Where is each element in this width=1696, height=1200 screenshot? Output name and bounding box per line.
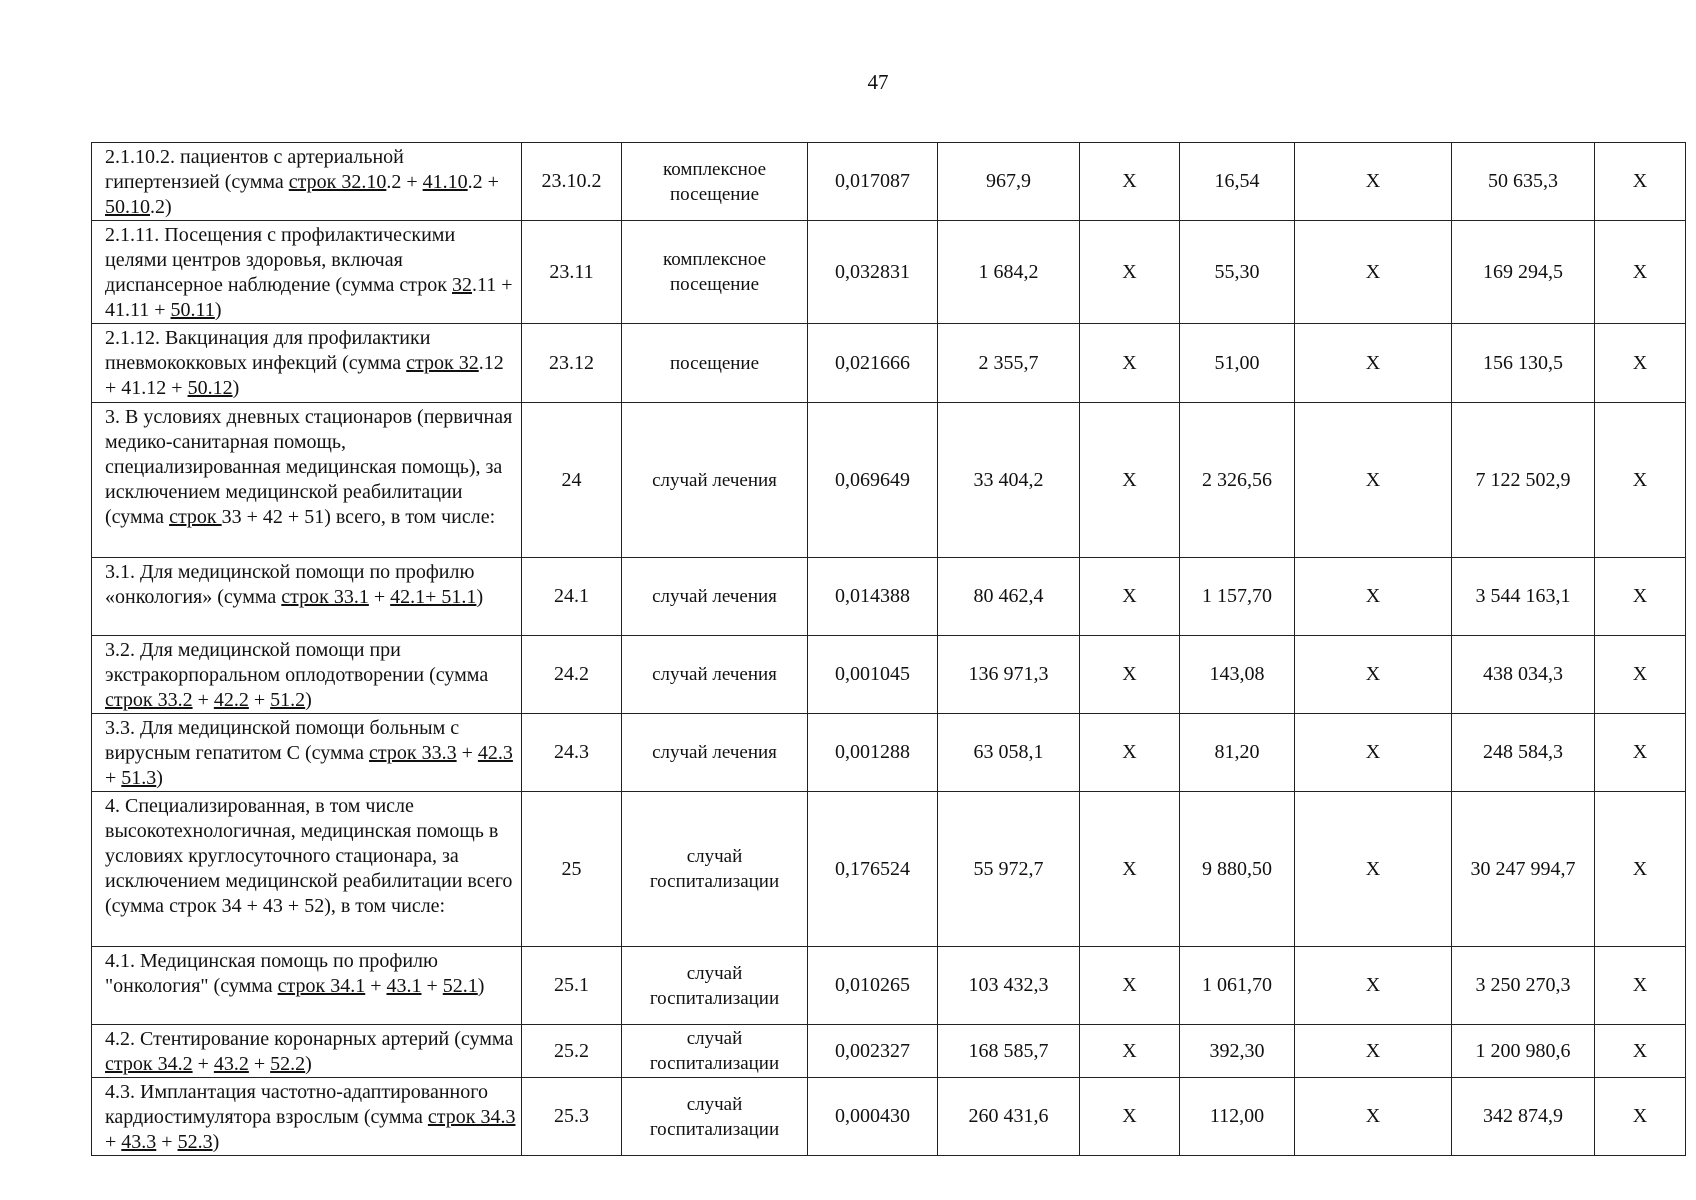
row-x-mark: Х — [1595, 403, 1686, 558]
row-total: 3 544 163,1 — [1452, 558, 1595, 636]
row-reference: 32 — [452, 274, 473, 296]
row-unit: случай госпитализации — [622, 792, 808, 947]
row-cost: 2 355,7 — [938, 324, 1080, 403]
row-reference: строк 32 — [406, 352, 479, 374]
row-cost: 168 585,7 — [938, 1025, 1080, 1078]
row-reference: 50.10 — [105, 196, 150, 218]
row-x-mark: Х — [1595, 947, 1686, 1025]
row-reference: строк 34.3 — [427, 1106, 516, 1128]
row-unit: комплексное посещение — [622, 143, 808, 221]
row-unit: случай госпитализации — [622, 947, 808, 1025]
row-unit: случай лечения — [622, 403, 808, 558]
row-x-mark: Х — [1595, 792, 1686, 947]
row-total: 50 635,3 — [1452, 143, 1595, 221]
row-norm: 0,032831 — [808, 221, 938, 324]
row-x-mark: Х — [1595, 1078, 1686, 1156]
row-code: 24.1 — [522, 558, 622, 636]
row-norm: 0,069649 — [808, 403, 938, 558]
row-reference: строк 33.3 — [369, 742, 457, 764]
row-per-capita: 392,30 — [1180, 1025, 1295, 1078]
row-reference: 41.10 — [422, 171, 468, 193]
row-reference: 42.2 — [213, 689, 249, 711]
row-x-mark: Х — [1295, 1025, 1452, 1078]
row-x-mark: Х — [1080, 1025, 1180, 1078]
row-reference: 50.11 — [170, 299, 215, 321]
row-code: 24 — [522, 403, 622, 558]
row-x-mark: Х — [1080, 324, 1180, 403]
table-row — [92, 947, 1686, 1025]
row-reference: строк 34.1 — [277, 975, 366, 997]
row-unit: случай госпитализации — [622, 1025, 808, 1078]
row-unit: случай госпитализации — [622, 1078, 808, 1156]
row-total: 342 874,9 — [1452, 1078, 1595, 1156]
row-norm: 0,000430 — [808, 1078, 938, 1156]
row-x-mark: Х — [1595, 221, 1686, 324]
row-total: 7 122 502,9 — [1452, 403, 1595, 558]
row-description: 3.3. Для медицинской помощи больным с вирусным гепатитом С (сумма строк 33.3 + 42.3 + 51.3) — [92, 714, 522, 792]
row-code: 24.3 — [522, 714, 622, 792]
row-unit: случай лечения — [622, 558, 808, 636]
row-x-mark: Х — [1595, 636, 1686, 714]
row-norm: 0,001288 — [808, 714, 938, 792]
row-x-mark: Х — [1595, 143, 1686, 221]
row-per-capita: 81,20 — [1180, 714, 1295, 792]
row-x-mark: Х — [1080, 947, 1180, 1025]
row-x-mark: Х — [1295, 143, 1452, 221]
row-code: 25.3 — [522, 1078, 622, 1156]
row-x-mark: Х — [1295, 714, 1452, 792]
row-reference: строк — [169, 506, 222, 528]
row-per-capita: 2 326,56 — [1180, 403, 1295, 558]
row-reference: строк 32.10 — [288, 171, 387, 193]
row-cost: 63 058,1 — [938, 714, 1080, 792]
row-x-mark: Х — [1295, 947, 1452, 1025]
row-total: 248 584,3 — [1452, 714, 1595, 792]
row-cost: 55 972,7 — [938, 792, 1080, 947]
row-x-mark: Х — [1595, 558, 1686, 636]
row-reference: 43.1 — [386, 975, 422, 997]
row-cost: 136 971,3 — [938, 636, 1080, 714]
row-description: 2.1.11. Посещения с профилактическими целями центров здоровья, включая диспансерное наблюдение (сумма строк 32.11 + 41.11 + 50.11) — [92, 221, 522, 324]
row-total: 3 250 270,3 — [1452, 947, 1595, 1025]
funding-table — [91, 142, 1686, 1156]
row-total: 169 294,5 — [1452, 221, 1595, 324]
row-x-mark: Х — [1080, 221, 1180, 324]
row-reference: строк 33.1 — [281, 586, 369, 608]
row-norm: 0,001045 — [808, 636, 938, 714]
row-cost: 80 462,4 — [938, 558, 1080, 636]
page-number: 47 — [867, 70, 889, 94]
table-row — [92, 143, 1686, 221]
row-per-capita: 9 880,50 — [1180, 792, 1295, 947]
table-row — [92, 221, 1686, 324]
row-description: 4.1. Медицинская помощь по профилю "онкология" (сумма строк 34.1 + 43.1 + 52.1) — [92, 947, 522, 1025]
row-per-capita: 1 061,70 — [1180, 947, 1295, 1025]
row-reference: 42.1+ 51.1 — [390, 586, 477, 608]
row-x-mark: Х — [1295, 558, 1452, 636]
row-x-mark: Х — [1595, 1025, 1686, 1078]
table-row — [92, 324, 1686, 403]
row-x-mark: Х — [1295, 792, 1452, 947]
row-x-mark: Х — [1080, 714, 1180, 792]
row-x-mark: Х — [1295, 221, 1452, 324]
row-x-mark: Х — [1295, 1078, 1452, 1156]
row-x-mark: Х — [1080, 143, 1180, 221]
row-reference: строк 34.2 — [105, 1053, 193, 1075]
row-reference: 52.3 — [177, 1131, 213, 1153]
row-description: 4. Специализированная, в том числе высокотехнологичная, медицинская помощь в условиях круглосуточного стационара, за исключением медицинской реабилитации всего (сумма строк 34 + 43 + 52), в том числе: — [92, 792, 522, 947]
row-total: 1 200 980,6 — [1452, 1025, 1595, 1078]
row-x-mark: Х — [1295, 324, 1452, 403]
table-row — [92, 714, 1686, 792]
row-per-capita: 16,54 — [1180, 143, 1295, 221]
row-norm: 0,014388 — [808, 558, 938, 636]
row-norm: 0,002327 — [808, 1025, 938, 1078]
row-code: 23.12 — [522, 324, 622, 403]
row-norm: 0,010265 — [808, 947, 938, 1025]
row-description: 2.1.12. Вакцинация для профилактики пневмококковых инфекций (сумма строк 32.12 + 41.12 + 50.12) — [92, 324, 522, 403]
row-reference: 50.12 — [187, 377, 233, 399]
row-description: 2.1.10.2. пациентов с артериальной гипертензией (сумма строк 32.10.2 + 41.10.2 + 50.10.2) — [92, 143, 522, 221]
row-reference: 51.2 — [270, 689, 306, 711]
row-per-capita: 55,30 — [1180, 221, 1295, 324]
table-row — [92, 558, 1686, 636]
row-norm: 0,021666 — [808, 324, 938, 403]
row-per-capita: 112,00 — [1180, 1078, 1295, 1156]
row-reference: 43.3 — [121, 1131, 157, 1153]
table-row — [92, 636, 1686, 714]
row-reference: 52.2 — [270, 1053, 306, 1075]
row-x-mark: Х — [1080, 636, 1180, 714]
row-unit: случай лечения — [622, 714, 808, 792]
row-per-capita: 51,00 — [1180, 324, 1295, 403]
row-norm: 0,017087 — [808, 143, 938, 221]
row-x-mark: Х — [1080, 403, 1180, 558]
row-x-mark: Х — [1080, 1078, 1180, 1156]
row-reference: 51.3 — [121, 767, 157, 789]
row-reference: строк 33.2 — [105, 689, 193, 711]
row-total: 156 130,5 — [1452, 324, 1595, 403]
row-cost: 103 432,3 — [938, 947, 1080, 1025]
row-x-mark: Х — [1295, 636, 1452, 714]
row-reference: 52.1 — [442, 975, 478, 997]
row-x-mark: Х — [1595, 714, 1686, 792]
row-x-mark: Х — [1080, 558, 1180, 636]
row-code: 25 — [522, 792, 622, 947]
table-row — [92, 792, 1686, 947]
row-unit: комплексное посещение — [622, 221, 808, 324]
row-description: 3. В условиях дневных стационаров (первичная медико-санитарная помощь, специализированная медицинская помощь), за исключением медицинской реабилитации (сумма строк 33 + 42 + 51) всего, в том числе: — [92, 403, 522, 558]
row-x-mark: Х — [1080, 792, 1180, 947]
row-total: 30 247 994,7 — [1452, 792, 1595, 947]
row-reference: 42.3 — [477, 742, 513, 764]
row-code: 23.10.2 — [522, 143, 622, 221]
table-row — [92, 1078, 1686, 1156]
row-code: 24.2 — [522, 636, 622, 714]
row-x-mark: Х — [1595, 324, 1686, 403]
row-description: 3.1. Для медицинской помощи по профилю «онкология» (сумма строк 33.1 + 42.1+ 51.1) — [92, 558, 522, 636]
row-unit: случай лечения — [622, 636, 808, 714]
row-cost: 260 431,6 — [938, 1078, 1080, 1156]
row-norm: 0,176524 — [808, 792, 938, 947]
row-code: 25.2 — [522, 1025, 622, 1078]
row-description: 4.2. Стентирование коронарных артерий (сумма строк 34.2 + 43.2 + 52.2) — [92, 1025, 522, 1078]
row-code: 23.11 — [522, 221, 622, 324]
row-unit: посещение — [622, 324, 808, 403]
row-total: 438 034,3 — [1452, 636, 1595, 714]
row-cost: 33 404,2 — [938, 403, 1080, 558]
row-cost: 1 684,2 — [938, 221, 1080, 324]
row-reference: 43.2 — [213, 1053, 249, 1075]
table-row — [92, 403, 1686, 558]
row-description: 4.3. Имплантация частотно-адаптированного кардиостимулятора взрослым (сумма строк 34.3 + 43.3 + 52.3) — [92, 1078, 522, 1156]
table-row — [92, 1025, 1686, 1078]
row-cost: 967,9 — [938, 143, 1080, 221]
row-x-mark: Х — [1295, 403, 1452, 558]
row-code: 25.1 — [522, 947, 622, 1025]
row-per-capita: 1 157,70 — [1180, 558, 1295, 636]
row-per-capita: 143,08 — [1180, 636, 1295, 714]
row-description: 3.2. Для медицинской помощи при экстракорпоральном оплодотворении (сумма строк 33.2 + 42.2 + 51.2) — [92, 636, 522, 714]
